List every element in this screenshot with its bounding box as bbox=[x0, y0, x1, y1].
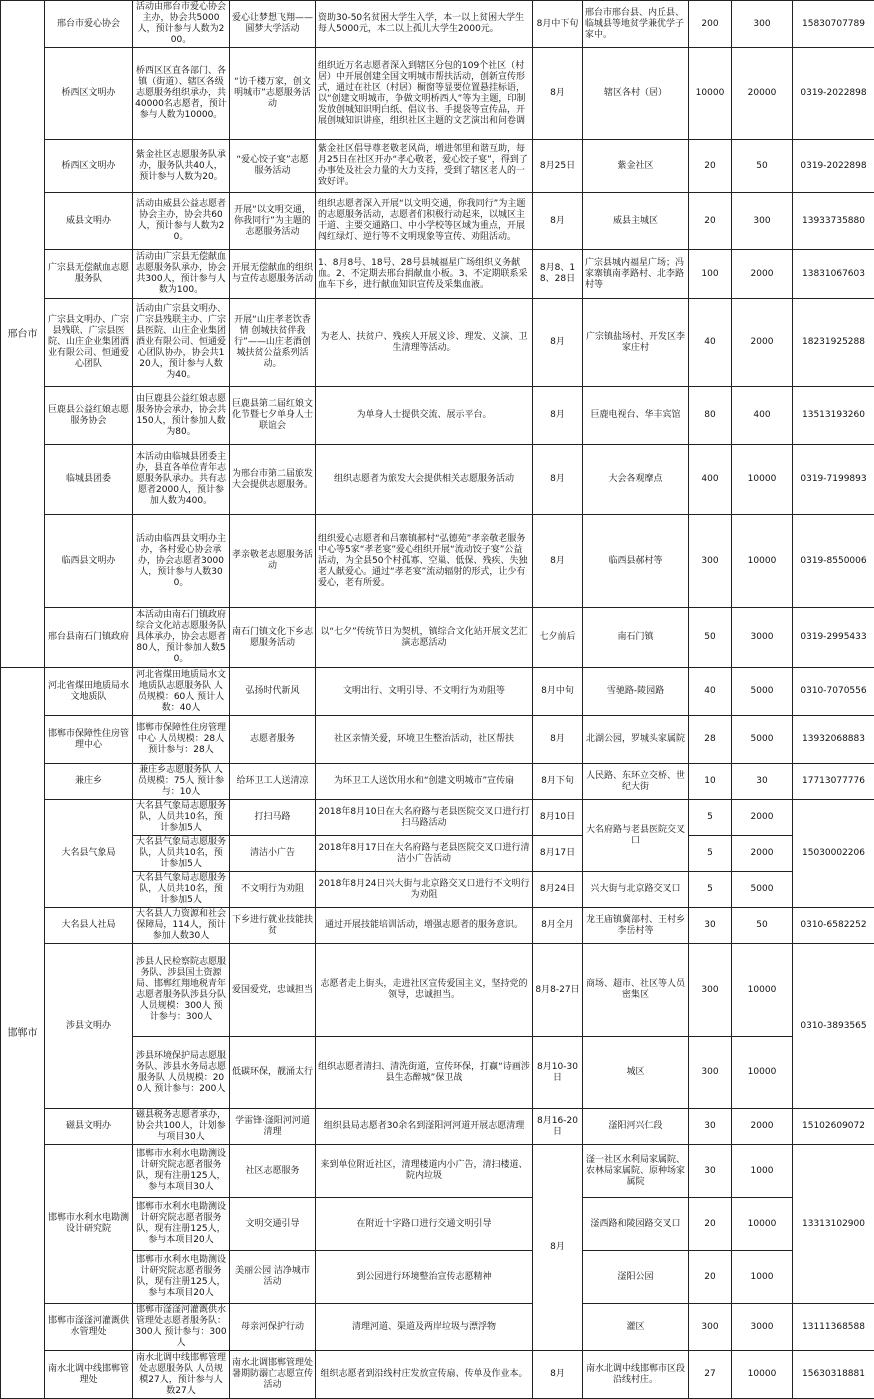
org-cell: 邯郸市保障性住房管理中心 bbox=[45, 716, 133, 764]
org-cell: 涉县文明办 bbox=[45, 944, 133, 1109]
activity-name-cell: 母亲河保护行动 bbox=[230, 1304, 316, 1351]
beneficiaries-cell: 2000 bbox=[732, 1109, 793, 1145]
place-cell: 龙王庙镇冀部村、王村乡李岳村等 bbox=[583, 908, 689, 944]
activity-name-cell: 清洁小广告 bbox=[230, 836, 316, 872]
time-cell: 8月8-27日 bbox=[533, 944, 583, 1037]
content-cell: 组织近万名志愿者深入到辖区分包的109个社区（村居）中开展创建全国文明城市帮扶活动，创新宣传形式，通过在社区（村居）橱窗等显要位置悬挂标语，以“创建文明城市，争做文明桥西人”等为主题，印制发放创城知识明白纸、倡议书、手提袋等宣传品，开展创城知识讲座，组织社区主题的文艺演出和问卷调 bbox=[316, 48, 533, 140]
activity-name-cell: 弘扬时代新风 bbox=[230, 668, 316, 716]
phone-cell: 13932068883 bbox=[793, 716, 874, 764]
content-cell: 为单身人士提供交流、展示平台。 bbox=[316, 387, 533, 445]
volunteers-cell: 10 bbox=[689, 764, 732, 800]
content-cell: 组织爱心志愿者和吕寨镇郝村“弘德苑”孝亲敬老服务中心等5家“孝老宴”爱心组织开展“流动饺子宴”公益活动，为全县50个村孤寡、空巢、低保、残疾、失独老人献爱心。通过“孝老宴”流动辐射的形式，让少有爱心，老有所爱。 bbox=[316, 515, 533, 608]
time-cell: 8月10-30日 bbox=[533, 1037, 583, 1109]
place-cell: 南石门镇 bbox=[583, 608, 689, 668]
activity-name-cell: 给环卫工人送清凉 bbox=[230, 764, 316, 800]
place-cell: 巨鹿电视台、华丰宾馆 bbox=[583, 387, 689, 445]
place-cell: 城区 bbox=[583, 1037, 689, 1109]
time-cell: 8月17日 bbox=[533, 836, 583, 872]
volunteers-cell: 5 bbox=[689, 872, 732, 908]
table-row bbox=[1, 515, 874, 608]
table-row bbox=[1, 908, 874, 944]
content-cell: 为老人、扶贫户、残疾人开展义诊、理发、义演、卫生清理等活动。 bbox=[316, 299, 533, 387]
content-cell: 组织志愿者清扫、清洗街道，宣传环保，打赢“诗画涉县生态醉城”保卫战 bbox=[316, 1037, 533, 1109]
org-cell: 磁县文明办 bbox=[45, 1109, 133, 1145]
content-cell: 文明出行、文明引导、不文明行为劝阻等 bbox=[316, 668, 533, 716]
place-cell: 邢台市邢台县、内丘县、临城县等地贫学兼优学子家中。 bbox=[583, 1, 689, 48]
activity-name-cell: 文明交通引导 bbox=[230, 1198, 316, 1251]
phone-cell: 0319-2995433 bbox=[793, 608, 874, 668]
beneficiaries-cell: 2000 bbox=[732, 299, 793, 387]
volunteers-cell: 40 bbox=[689, 668, 732, 716]
volunteers-cell: 300 bbox=[689, 515, 732, 608]
volunteers-cell: 40 bbox=[689, 299, 732, 387]
table-row bbox=[1, 1037, 874, 1109]
city-cell: 邢台市 bbox=[1, 1, 45, 668]
time-cell: 七夕前后 bbox=[533, 608, 583, 668]
activity-name-cell: 志愿者服务 bbox=[230, 716, 316, 764]
desc-cell: 邯郸市水利水电勘测设计研究院志愿者服务队，现有注册125人，参与本项目20人 bbox=[133, 1198, 230, 1251]
org-cell: 邢台县南石门镇政府 bbox=[45, 608, 133, 668]
activity-name-cell: 为邢台市第二届旅发大会提供志愿服务。 bbox=[230, 445, 316, 515]
phone-cell: 0319-8550006 bbox=[793, 515, 874, 608]
content-cell: 紫金社区倡导尊老敬老风尚，增进邻里和谐互助，每月25日在社区开办“孝心敬老，爱心饺子宴”，得到了办事处及社会力量的大力支持，受到了辖区老人的一致好评。 bbox=[316, 140, 533, 193]
desc-cell: 本活动由南石门镇政府综合文化站志愿服务队具体承办，协会志愿者80人，预计参加人数50。 bbox=[133, 608, 230, 668]
beneficiaries-cell: 30 bbox=[732, 764, 793, 800]
desc-cell: 邯郸市水利水电勘测设计研究院志愿者服务队，现有注册125人，参与本项目20人 bbox=[133, 1251, 230, 1304]
content-cell: 社区亲情关爱，环境卫生整治活动，社区帮扶 bbox=[316, 716, 533, 764]
table-row bbox=[1, 193, 874, 250]
content-cell: 2018年8月24日兴大街与北京路交叉口进行不文明行为劝阻 bbox=[316, 872, 533, 908]
org-cell: 巨鹿县公益红娘志愿服务协会 bbox=[45, 387, 133, 445]
volunteers-cell: 300 bbox=[689, 1304, 732, 1351]
time-cell: 8月16-20日 bbox=[533, 1109, 583, 1145]
table-row bbox=[1, 1109, 874, 1145]
table-row bbox=[1, 140, 874, 193]
time-cell: 8月下旬 bbox=[533, 764, 583, 800]
volunteers-cell: 100 bbox=[689, 250, 732, 299]
beneficiaries-cell: 2000 bbox=[732, 250, 793, 299]
desc-cell: 涉县环境保护局志愿服务队、涉县水务局志愿服务队 人员规模：200人 预计参与：200人 bbox=[133, 1037, 230, 1109]
beneficiaries-cell: 1000 bbox=[732, 1145, 793, 1198]
beneficiaries-cell: 5000 bbox=[732, 668, 793, 716]
org-cell: 兼庄乡 bbox=[45, 764, 133, 800]
place-cell: 商场、超市、社区等人员密集区 bbox=[583, 944, 689, 1037]
beneficiaries-cell: 10000 bbox=[732, 1037, 793, 1109]
phone-cell: 0310-6582252 bbox=[793, 908, 874, 944]
activity-name-cell: 南水北调邯郸管理处暑期防溺亡志愿宣传活动 bbox=[230, 1351, 316, 1399]
place-cell: 兴大街与北京路交叉口 bbox=[583, 872, 689, 908]
content-cell: 来到单位附近社区，清理楼道内小广告，清扫楼道、院内垃圾 bbox=[316, 1145, 533, 1198]
org-cell: 桥西区文明办 bbox=[45, 48, 133, 140]
volunteers-cell: 300 bbox=[689, 1037, 732, 1109]
place-cell: 辖区各村（居） bbox=[583, 48, 689, 140]
beneficiaries-cell: 2000 bbox=[732, 800, 793, 836]
activity-name-cell: “访千楼万家，创文明城市”志愿服务活动 bbox=[230, 48, 316, 140]
volunteers-cell: 20 bbox=[689, 1198, 732, 1251]
volunteers-cell: 400 bbox=[689, 445, 732, 515]
volunteers-cell: 28 bbox=[689, 716, 732, 764]
table-row bbox=[1, 1251, 874, 1304]
beneficiaries-cell: 400 bbox=[732, 387, 793, 445]
place-cell: 威县主城区 bbox=[583, 193, 689, 250]
phone-cell: 17713077776 bbox=[793, 764, 874, 800]
desc-cell: 兼庄乡志愿服务队 人员规模：75人 预计参与：10人 bbox=[133, 764, 230, 800]
activity-name-cell: 打扫马路 bbox=[230, 800, 316, 836]
phone-cell: 0319-2022898 bbox=[793, 140, 874, 193]
place-cell: 灌区 bbox=[583, 1304, 689, 1351]
org-cell: 大名县气象局 bbox=[45, 800, 133, 908]
content-cell: 2018年8月10日在大名府路与老县医院交叉口进行打扫马路活动 bbox=[316, 800, 533, 836]
volunteers-cell: 30 bbox=[689, 1145, 732, 1198]
beneficiaries-cell: 5000 bbox=[732, 716, 793, 764]
place-cell: 大名府路与老县医院交叉口 bbox=[583, 800, 689, 872]
desc-cell: 河北省煤田地质局水文地质队志愿服务队 人员规模：60人 预计人数：40人 bbox=[133, 668, 230, 716]
content-cell: 在附近十字路口进行交通文明引导 bbox=[316, 1198, 533, 1251]
desc-cell: 南水北调中线邯郸管理处志愿服务队 人员规模27人，预计参与人数27人 bbox=[133, 1351, 230, 1399]
volunteers-cell: 50 bbox=[689, 608, 732, 668]
org-cell: 邯郸市水利水电勘测设计研究院 bbox=[45, 1145, 133, 1304]
time-cell: 8月中下旬 bbox=[533, 1, 583, 48]
desc-cell: 活动由邢台市爱心协会主办，协会共5000人，预计参与人数为200。 bbox=[133, 1, 230, 48]
volunteers-cell: 20 bbox=[689, 193, 732, 250]
table-row bbox=[1, 1304, 874, 1351]
volunteers-cell: 200 bbox=[689, 1, 732, 48]
volunteers-cell: 27 bbox=[689, 1351, 732, 1399]
desc-cell: 活动由临西县文明办主办，各村爱心协会承办，协会志愿者3000人，预计参与人数300。 bbox=[133, 515, 230, 608]
time-cell: 8月 bbox=[533, 716, 583, 764]
table-row bbox=[1, 445, 874, 515]
table-row bbox=[1, 800, 874, 836]
desc-cell: 大名县气象局志愿服务队，人员共10名，预计参加5人 bbox=[133, 872, 230, 908]
desc-cell: 邯郸市水利水电勘测设计研究院志愿者服务队，现有注册125人，参与本项目30人 bbox=[133, 1145, 230, 1198]
desc-cell: 由巨鹿县公益红娘志愿服务协会承办，协会共150人，预计参加人数为80。 bbox=[133, 387, 230, 445]
volunteers-cell: 80 bbox=[689, 387, 732, 445]
table-row bbox=[1, 944, 874, 1037]
phone-cell: 13313102900 bbox=[793, 1145, 874, 1304]
phone-cell: 18231925288 bbox=[793, 299, 874, 387]
org-cell: 邯郸市滏滏河灌溉供水管理处 bbox=[45, 1304, 133, 1351]
beneficiaries-cell: 10000 bbox=[732, 445, 793, 515]
time-cell: 8月中旬 bbox=[533, 668, 583, 716]
content-cell: 组织县局志愿者30余名到滏阳河河道开展志愿清理 bbox=[316, 1109, 533, 1145]
phone-cell: 15830707789 bbox=[793, 1, 874, 48]
volunteers-cell: 20 bbox=[689, 140, 732, 193]
content-cell: 组织志愿者到沿线村庄发放宣传扇、传单及作业本。 bbox=[316, 1351, 533, 1399]
volunteers-cell: 10000 bbox=[689, 48, 732, 140]
beneficiaries-cell: 10000 bbox=[732, 1351, 793, 1399]
activity-name-cell: 低碳环保，靓涌太行 bbox=[230, 1037, 316, 1109]
content-cell: 组织志愿者为旅发大会提供相关志愿服务活动 bbox=[316, 445, 533, 515]
phone-cell: 13933735880 bbox=[793, 193, 874, 250]
place-cell: 雪驰路-陵园路 bbox=[583, 668, 689, 716]
desc-cell: 大名县气象局志愿服务队，人员共10名，预计参加5人 bbox=[133, 800, 230, 836]
table-row bbox=[1, 1145, 874, 1198]
time-cell: 8月 bbox=[533, 387, 583, 445]
activity-name-cell: 爱心让梦想飞翔——圆梦大学活动 bbox=[230, 1, 316, 48]
place-cell: 北湖公园，罗城头家属院 bbox=[583, 716, 689, 764]
table-row bbox=[1, 716, 874, 764]
time-cell: 8月8、18、28日 bbox=[533, 250, 583, 299]
phone-cell: 13111368588 bbox=[793, 1304, 874, 1351]
beneficiaries-cell: 50 bbox=[732, 140, 793, 193]
table-row bbox=[1, 668, 874, 716]
table-row bbox=[1, 1198, 874, 1251]
activity-name-cell: 学雷锋·滏阳河河道清理 bbox=[230, 1109, 316, 1145]
activity-name-cell: 不文明行为劝阻 bbox=[230, 872, 316, 908]
org-cell: 威县文明办 bbox=[45, 193, 133, 250]
time-cell: 8月 bbox=[533, 48, 583, 140]
org-cell: 桥西区文明办 bbox=[45, 140, 133, 193]
phone-cell: 15030002206 bbox=[793, 800, 874, 908]
desc-cell: 大名县气象局志愿服务队，人员共10名，预计参加5人 bbox=[133, 836, 230, 872]
org-cell: 大名县人社局 bbox=[45, 908, 133, 944]
phone-cell: 13831067603 bbox=[793, 250, 874, 299]
time-cell: 8月25日 bbox=[533, 140, 583, 193]
table-row bbox=[1, 1, 874, 48]
place-cell: 滏阳河兴仁段 bbox=[583, 1109, 689, 1145]
phone-cell: 0319-7199893 bbox=[793, 445, 874, 515]
content-cell: 为环卫工人送饮用水和“创建文明城市”宣传扇 bbox=[316, 764, 533, 800]
activity-name-cell: 社区志愿服务 bbox=[230, 1145, 316, 1198]
place-cell: 人民路、东环立交桥、世纪大街 bbox=[583, 764, 689, 800]
place-cell: 广宗县城内福星广场；冯家寨镇南孝路村、北李路村等 bbox=[583, 250, 689, 299]
desc-cell: 大名县人力资源和社会保障局，114人，预计参加人数30人 bbox=[133, 908, 230, 944]
org-cell: 广宗县无偿献血志愿服务队 bbox=[45, 250, 133, 299]
desc-cell: 磁县税务志愿者承办，协会共100人，计划参与项目30人 bbox=[133, 1109, 230, 1145]
content-cell: 通过开展技能培训活动，增强志愿者的服务意识。 bbox=[316, 908, 533, 944]
table-row bbox=[1, 387, 874, 445]
beneficiaries-cell: 5000 bbox=[732, 872, 793, 908]
desc-cell: 紫金社区志愿服务队承办，服务队共40人，预计参与人数为20。 bbox=[133, 140, 230, 193]
table-row bbox=[1, 764, 874, 800]
activity-name-cell: 开展“山庄孝老饮香情 创城扶贫伴我行”——山庄老酒创城扶贫公益系列活动。 bbox=[230, 299, 316, 387]
desc-cell: 邯郸市滏滏河灌溉供水管理处志愿者服务队：300人 预计参与：300人 bbox=[133, 1304, 230, 1351]
desc-cell: 活动由威县公益志愿者协会主办，协会共60人，预计参与人数为20。 bbox=[133, 193, 230, 250]
beneficiaries-cell: 300 bbox=[732, 1, 793, 48]
volunteers-cell: 5 bbox=[689, 800, 732, 836]
beneficiaries-cell: 10000 bbox=[732, 944, 793, 1037]
time-cell: 8月全月 bbox=[533, 908, 583, 944]
table-row bbox=[1, 250, 874, 299]
place-cell: 滏一社区水利局家属院、农林局家属院、原种场家属院 bbox=[583, 1145, 689, 1198]
volunteers-cell: 5 bbox=[689, 836, 732, 872]
time-cell: 8月 bbox=[533, 1351, 583, 1399]
time-cell: 8月 bbox=[533, 445, 583, 515]
time-cell: 8月 bbox=[533, 299, 583, 387]
org-cell: 临西县文明办 bbox=[45, 515, 133, 608]
place-cell: 广宗镇盐场村、开发区李家庄村 bbox=[583, 299, 689, 387]
table-row bbox=[1, 608, 874, 668]
table-row bbox=[1, 872, 874, 908]
volunteers-cell: 30 bbox=[689, 908, 732, 944]
content-cell: 以“七夕”传统节日为契机，镇综合文化站开展文艺汇演志愿活动 bbox=[316, 608, 533, 668]
desc-cell: 活动由广宗县无偿献血志愿服务队承办，协会共300人，预计参与人数为100。 bbox=[133, 250, 230, 299]
activity-name-cell: 开展无偿献血的组织与宣传志愿服务活动 bbox=[230, 250, 316, 299]
place-cell: 临西县郝村等 bbox=[583, 515, 689, 608]
time-cell: 8月10日 bbox=[533, 800, 583, 836]
place-cell: 滏西路和陵园路交叉口 bbox=[583, 1198, 689, 1251]
beneficiaries-cell: 1000 bbox=[732, 1251, 793, 1304]
beneficiaries-cell: 10000 bbox=[732, 515, 793, 608]
table-row bbox=[1, 299, 874, 387]
beneficiaries-cell: 300 bbox=[732, 193, 793, 250]
content-cell: 清理河道、渠道及两岸垃圾与漂浮物 bbox=[316, 1304, 533, 1351]
beneficiaries-cell: 20000 bbox=[732, 48, 793, 140]
beneficiaries-cell: 50 bbox=[732, 908, 793, 944]
time-cell: 8月 bbox=[533, 1145, 583, 1351]
phone-cell: 0310-3893565 bbox=[793, 944, 874, 1109]
activity-name-cell: 孝亲敬老志愿服务活动 bbox=[230, 515, 316, 608]
time-cell: 8月 bbox=[533, 515, 583, 608]
beneficiaries-cell: 3000 bbox=[732, 608, 793, 668]
activity-name-cell: 巨鹿县第二届红娘文化节暨七夕单身人士联谊会 bbox=[230, 387, 316, 445]
city-cell: 邯郸市 bbox=[1, 668, 45, 1399]
table-row bbox=[1, 836, 874, 872]
table-row bbox=[1, 1351, 874, 1399]
org-cell: 广宗县文明办、广宗县残联、广宗县医院、山庄企业集团酒业有限公司、恒通爱心团队 bbox=[45, 299, 133, 387]
content-cell: 2018年8月17日在大名府路与老县医院交叉口进行清洁小广告活动 bbox=[316, 836, 533, 872]
org-cell: 南水北调中线邯郸管理处 bbox=[45, 1351, 133, 1399]
phone-cell: 13513193260 bbox=[793, 387, 874, 445]
phone-cell: 0319-2022898 bbox=[793, 48, 874, 140]
time-cell: 8月24日 bbox=[533, 872, 583, 908]
content-cell: 到公园进行环境整治宣传志愿精神 bbox=[316, 1251, 533, 1304]
place-cell: 紫金社区 bbox=[583, 140, 689, 193]
phone-cell: 15630318881 bbox=[793, 1351, 874, 1399]
phone-cell: 15102609072 bbox=[793, 1109, 874, 1145]
content-cell: 组织志愿者深入开展“以文明交通，你我同行”为主题的志愿服务活动，志愿者们积极行动起来，以城区主干道、主要交通路口、中小学校等区域为重点，开展闯红绿灯、逆行等不文明现象等宣传、劝阻活动。 bbox=[316, 193, 533, 250]
content-cell: 志愿者走上街头，走进社区宣传爱国主义，坚持党的领导，忠诚担当。 bbox=[316, 944, 533, 1037]
activity-name-cell: “爱心饺子宴”志愿服务活动 bbox=[230, 140, 316, 193]
content-cell: 资助30-50名贫困大学生入学，本一以上贫困大学生每人5000元，本二以上孤儿大学生2000元。 bbox=[316, 1, 533, 48]
volunteers-cell: 30 bbox=[689, 1109, 732, 1145]
place-cell: 南水北调中线邯郸市区段沿线村庄。 bbox=[583, 1351, 689, 1399]
phone-cell: 0310-7070556 bbox=[793, 668, 874, 716]
beneficiaries-cell: 3000 bbox=[732, 1304, 793, 1351]
beneficiaries-cell: 2000 bbox=[732, 836, 793, 872]
place-cell: 滏阳公园 bbox=[583, 1251, 689, 1304]
time-cell: 8月 bbox=[533, 193, 583, 250]
activity-name-cell: 南石门镇文化下乡志愿服务活动 bbox=[230, 608, 316, 668]
desc-cell: 活动由广宗县文明办、广宗县残联主办、广宗县医院、山庄企业集团酒业有限公司、恒通爱心团队协办，协会共120人，预计参与人数为40。 bbox=[133, 299, 230, 387]
activity-name-cell: 爱国爱党，忠诚担当 bbox=[230, 944, 316, 1037]
desc-cell: 涉县人民检察院志愿服务队、涉县国土资源局、邯郸红翔地税青年志愿者服务队涉县分队 人员规模：300人 预计参与：300人 bbox=[133, 944, 230, 1037]
org-cell: 临城县团委 bbox=[45, 445, 133, 515]
content-cell: 1、8月8号、18号、28号县城福星广场组织义务献血。2、不定期去邢台捐献血小板。3、不定期联系采血车下乡，进行献血知识宣传及采集血液。 bbox=[316, 250, 533, 299]
activity-name-cell: 美丽公园 洁净城市活动 bbox=[230, 1251, 316, 1304]
place-cell: 大会各观摩点 bbox=[583, 445, 689, 515]
org-cell: 邢台市爱心协会 bbox=[45, 1, 133, 48]
desc-cell: 本活动由临城县团委主办，县直各单位青年志愿服务队承办。共有志愿者2000人，预计参加人数为400。 bbox=[133, 445, 230, 515]
desc-cell: 邯郸市保障性住房管理中心 人员规模：28人 预计参与：28人 bbox=[133, 716, 230, 764]
activity-name-cell: 开展“以文明交通，你我同行”为主题的志愿服务活动 bbox=[230, 193, 316, 250]
volunteers-cell: 20 bbox=[689, 1251, 732, 1304]
desc-cell: 桥西区区直各部门、各镇（街道）、辖区各级志愿服务组织承办，共40000名志愿者，预计参与人数为10000。 bbox=[133, 48, 230, 140]
table-row bbox=[1, 48, 874, 140]
volunteers-cell: 300 bbox=[689, 944, 732, 1037]
beneficiaries-cell: 10000 bbox=[732, 1198, 793, 1251]
org-cell: 河北省煤田地质局水文地质队 bbox=[45, 668, 133, 716]
activity-name-cell: 下乡进行就业技能扶贫 bbox=[230, 908, 316, 944]
